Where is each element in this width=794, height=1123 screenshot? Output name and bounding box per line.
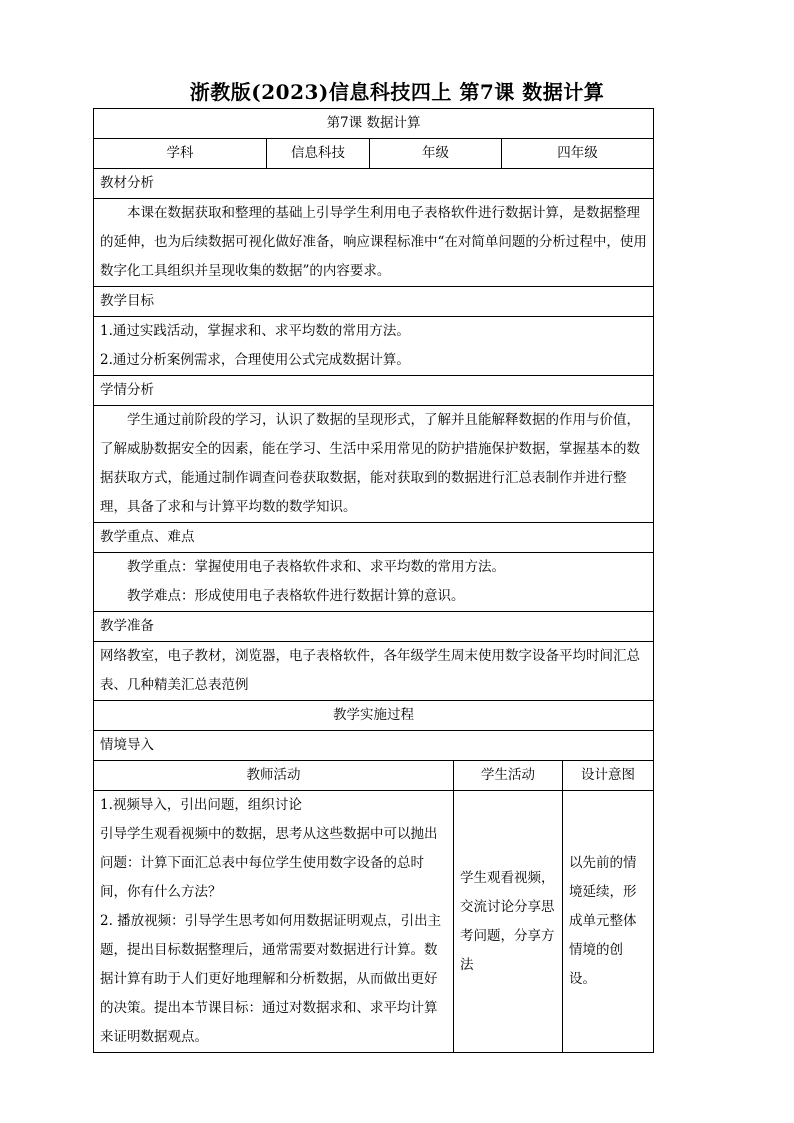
key-point-text: 教学重点：掌握使用电子表格软件求和、求平均数的常用方法。 [127,559,505,575]
key-points-body [94,553,654,612]
teacher-activity-cell [94,791,454,1053]
objective-item: 1.通过实践活动，掌握求和、求平均数的常用方法。 [100,323,410,339]
info-row [94,139,654,169]
grade-label: 年级 [370,139,502,169]
material-analysis-heading-row [94,169,654,199]
objectives-heading: 教学目标 [94,287,654,317]
preparation-heading: 教学准备 [94,612,654,642]
grade-value: 四年级 [502,139,654,169]
student-activity-cell: 学生观看视频，交流讨论分享思考问题，分享方法 [454,791,563,1053]
teacher-activity-line: 1.视频导入，引出问题，组织讨论 [100,797,302,813]
process-stage: 情境导入 [94,731,654,761]
difficulty-text: 教学难点：形成使用电子表格软件进行数据计算的意识。 [127,588,465,604]
preparation-row [94,642,654,701]
process-heading: 教学实施过程 [94,701,654,731]
material-analysis-row [94,199,654,287]
subject-label: 学科 [94,139,267,169]
process-content-row [94,791,654,1053]
learner-analysis-text: 学生通过前阶段的学习，认识了数据的呈现形式，了解并且能解释数据的作用与价值，了解威胁数据安全的因素，能在学习、生活中采用常见的防护措施保护数据，掌握基本的数据获取方式，能通过制作调查问卷获取数据，能对获取到的数据进行汇总表制作并进行整理，具备了求和与计算平均数的数学知识。 [94,406,654,523]
process-heading-row [94,701,654,731]
preparation-text: 网络教室，电子教材，浏览器，电子表格软件，各年级学生周末使用数字设备平均时间汇总表、几种精美汇总表范例 [94,642,654,701]
learner-analysis-heading: 学情分析 [94,376,654,406]
learner-analysis-row [94,406,654,523]
subject-value: 信息科技 [267,139,370,169]
design-intent-cell: 以先前的情境延续，形成单元整体情境的创设。 [563,791,654,1053]
material-analysis-heading: 教材分析 [94,169,654,199]
col-student-activity: 学生活动 [454,761,563,791]
lesson-title: 第7课 数据计算 [94,109,654,139]
learner-analysis-heading-row [94,376,654,406]
teacher-activity-line: 引导学生观看视频中的数据，思考从这些数据中可以抛出问题：计算下面汇总表中每位学生使用数字设备的总时间，你有什么方法？ [100,826,438,900]
lesson-plan-table [93,108,654,1053]
process-stage-row [94,731,654,761]
objectives-list [94,317,654,376]
lesson-title-row [94,109,654,139]
key-points-heading: 教学重点、难点 [94,523,654,553]
objectives-row [94,317,654,376]
objective-item: 2.通过分析案例需求，合理使用公式完成数据计算。 [100,352,410,368]
col-teacher-activity: 教师活动 [94,761,454,791]
process-columns-row [94,761,654,791]
objectives-heading-row [94,287,654,317]
preparation-heading-row [94,612,654,642]
teacher-activity-line: 2. 播放视频：引导学生思考如何用数据证明观点，引出主题，提出目标数据整理后，通常需要对数据进行计算。数据计算有助于人们更好地理解和分析数据，从而做出更好的决策。提出本节课目标：通过对数据求和、求平均计算来证明数据观点。 [100,913,442,1045]
key-points-heading-row [94,523,654,553]
col-design-intent: 设计意图 [563,761,654,791]
material-analysis-text: 本课在数据获取和整理的基础上引导学生利用电子表格软件进行数据计算，是数据整理的延伸，也为后续数据可视化做好准备，响应课程标准中“在对简单问题的分析过程中，使用数字化工具组织并呈现收集的数据”的内容要求。 [94,199,654,287]
document-title: 浙教版(2023)信息科技四上 第7课 数据计算 [189,80,605,104]
key-points-row [94,553,654,612]
